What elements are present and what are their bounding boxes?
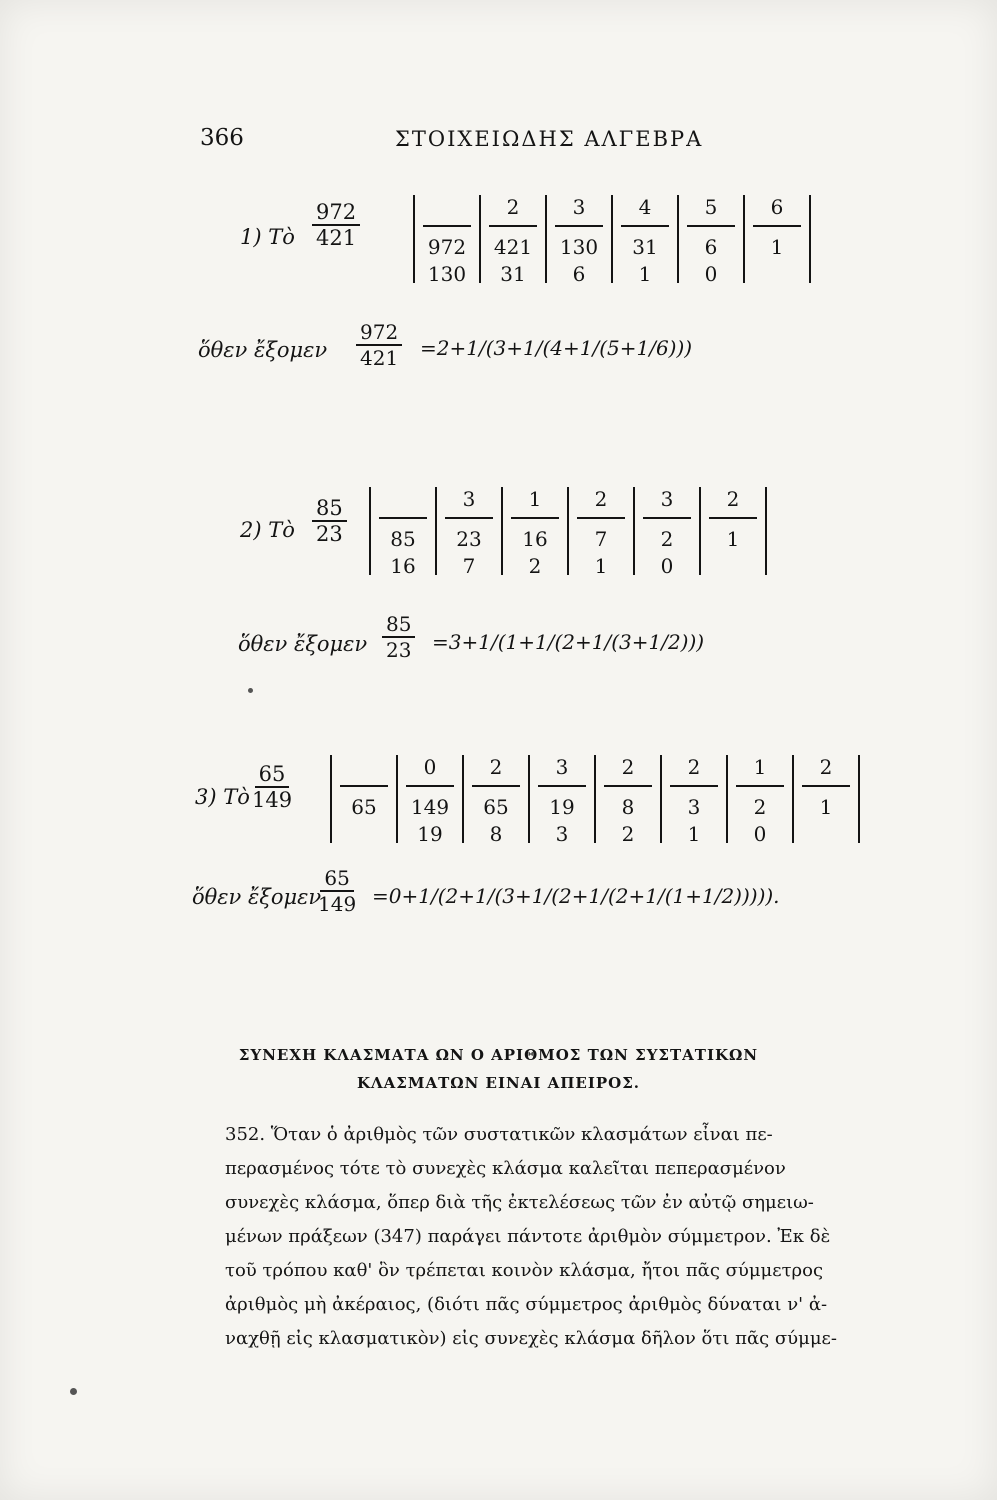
example2-lhs-num: 85 <box>382 612 415 638</box>
quotient: 2 <box>819 755 833 779</box>
example1-continued-fraction: =2+1/(3+1/(4+1/(5+1/6))) <box>420 336 693 360</box>
example3-label: 3) Τὸ <box>195 785 250 809</box>
quotient-rule <box>643 517 691 519</box>
quotient-rule <box>379 517 427 519</box>
quotient-rule <box>736 785 784 787</box>
quotient: 2 <box>594 487 608 511</box>
remainder: 130 <box>427 262 467 286</box>
quotient: 2 <box>489 755 503 779</box>
quotient-rule <box>472 785 520 787</box>
paragraph-line: περασμένος τότε τὸ συνεχὲς κλάσμα καλεῖται πεπερασμένον <box>225 1158 786 1179</box>
example2-result-lhs <box>382 612 415 662</box>
remainder: 2 <box>621 822 635 846</box>
example3-continued-fraction: =0+1/(2+1/(3+1/(2+1/(2+1/(1+1/2))))). <box>372 884 780 908</box>
example2-num: 85 <box>312 496 347 522</box>
division-column <box>413 195 479 286</box>
division-column <box>660 755 726 846</box>
division-column <box>435 487 501 578</box>
dividend: 421 <box>493 235 533 259</box>
division-column <box>528 755 594 846</box>
quotient: 2 <box>506 195 520 219</box>
remainder: 1 <box>687 822 701 846</box>
example1-conclusion-label: ὅθεν ἔξομεν <box>198 338 328 362</box>
paragraph-352 <box>225 1118 905 1356</box>
quotient: 1 <box>528 487 542 511</box>
division-column <box>545 195 611 286</box>
quotient: 2 <box>726 487 740 511</box>
division-column <box>699 487 767 575</box>
dividend: 3 <box>687 795 701 819</box>
ink-spot <box>248 688 253 693</box>
dividend: 7 <box>594 527 608 551</box>
example2-continued-fraction: =3+1/(1+1/(2+1/(3+1/2))) <box>432 630 705 654</box>
division-column <box>479 195 545 286</box>
quotient: 2 <box>621 755 635 779</box>
dividend: 1 <box>726 527 740 551</box>
division-column <box>330 755 396 843</box>
division-column <box>501 487 567 578</box>
example1-num: 972 <box>312 200 360 226</box>
dividend: 8 <box>621 795 635 819</box>
quotient: 3 <box>555 755 569 779</box>
division-column <box>611 195 677 286</box>
dividend: 1 <box>819 795 833 819</box>
quotient-rule <box>538 785 586 787</box>
quotient: 2 <box>687 755 701 779</box>
paragraph-line: τοῦ τρόπου καθ' ὃν τρέπεται κοινὸν κλάσμα, ἤτοι πᾶς σύμμετρος <box>225 1260 824 1281</box>
example3-lhs-den: 149 <box>318 892 357 916</box>
remainder: 8 <box>489 822 503 846</box>
division-column <box>396 755 462 846</box>
quotient: 5 <box>704 195 718 219</box>
quotient-rule <box>511 517 559 519</box>
division-column <box>743 195 811 283</box>
example2-den: 23 <box>316 522 343 546</box>
remainder: 19 <box>417 822 443 846</box>
page-number: 366 <box>200 125 244 151</box>
remainder: 1 <box>594 554 608 578</box>
dividend: 149 <box>410 795 450 819</box>
dividend: 6 <box>704 235 718 259</box>
quotient-rule <box>687 225 735 227</box>
paragraph-line: μένων πράξεων (347) παράγει πάντοτε ἀριθμὸν σύμμετρον. Ἐκ δὲ <box>225 1226 831 1247</box>
remainder: 7 <box>462 554 476 578</box>
dividend: 65 <box>483 795 509 819</box>
remainder: 3 <box>555 822 569 846</box>
quotient-rule <box>423 225 471 227</box>
dividend: 85 <box>390 527 416 551</box>
dividend: 130 <box>559 235 599 259</box>
example1-fraction <box>312 200 360 250</box>
dividend: 2 <box>753 795 767 819</box>
paragraph-line: 352. Ὅταν ὁ ἀριθμὸς τῶν συστατικῶν κλασμάτων εἶναι πε- <box>225 1124 773 1145</box>
division-column <box>462 755 528 846</box>
remainder: 0 <box>753 822 767 846</box>
example3-conclusion-label: ὅθεν ἔξομεν <box>192 885 322 909</box>
dividend: 2 <box>660 527 674 551</box>
division-column <box>633 487 699 578</box>
example1-division-table <box>413 195 811 286</box>
example1-lhs-den: 421 <box>360 346 399 370</box>
quotient-rule <box>709 517 757 519</box>
division-column <box>792 755 860 843</box>
quotient-rule <box>406 785 454 787</box>
quotient-rule <box>753 225 801 227</box>
example1-label: 1) Τὸ <box>240 225 295 249</box>
remainder: 16 <box>390 554 416 578</box>
example2-lhs-den: 23 <box>386 638 412 662</box>
quotient-rule <box>670 785 718 787</box>
division-column <box>726 755 792 846</box>
dividend: 31 <box>632 235 658 259</box>
remainder: 2 <box>528 554 542 578</box>
example2-division-table <box>369 487 767 578</box>
quotient-rule <box>340 785 388 787</box>
dividend: 16 <box>522 527 548 551</box>
example1-den: 421 <box>316 226 357 250</box>
quotient: 0 <box>423 755 437 779</box>
quotient-rule <box>555 225 603 227</box>
example3-lhs-num: 65 <box>320 866 353 892</box>
running-title: ΣΤΟΙΧΕΙΩΔΗΣ ΑΛΓΕΒΡΑ <box>395 127 704 151</box>
paragraph-line: ἀριθμὸς μὴ ἀκέραιος, (διότι πᾶς σύμμετρος ἀριθμὸς δύναται ν' ἀ- <box>225 1294 828 1315</box>
example2-label: 2) Τὸ <box>240 518 295 542</box>
remainder: 0 <box>660 554 674 578</box>
quotient-rule <box>445 517 493 519</box>
remainder: 31 <box>500 262 526 286</box>
division-column <box>677 195 743 286</box>
quotient: 3 <box>572 195 586 219</box>
dividend: 1 <box>770 235 784 259</box>
dividend: 65 <box>351 795 377 819</box>
quotient-rule <box>604 785 652 787</box>
example3-result-lhs <box>318 866 356 916</box>
remainder: 1 <box>638 262 652 286</box>
quotient: 3 <box>462 487 476 511</box>
example1-lhs-num: 972 <box>356 320 402 346</box>
example1-result-lhs <box>356 320 402 370</box>
section-heading-line2: ΚΛΑΣΜΑΤΩΝ ΕΙΝΑΙ ΑΠΕΙΡΟΣ. <box>356 1074 641 1092</box>
example3-division-table <box>330 755 860 846</box>
division-column <box>369 487 435 578</box>
example3-den: 149 <box>252 788 293 812</box>
division-column <box>594 755 660 846</box>
quotient: 6 <box>770 195 784 219</box>
dividend: 972 <box>427 235 467 259</box>
paragraph-line: ναχθῇ εἰς κλασματικὸν) εἰς συνεχὲς κλάσμα δῆλον ὅτι πᾶς σύμμε- <box>225 1328 837 1349</box>
quotient: 4 <box>638 195 652 219</box>
quotient-rule <box>621 225 669 227</box>
remainder: 6 <box>572 262 586 286</box>
example3-fraction <box>252 762 292 812</box>
paragraph-line: συνεχὲς κλάσμα, ὅπερ διὰ τῆς ἐκτελέσεως τῶν ἐν αὐτῷ σημειω- <box>225 1192 814 1213</box>
example2-fraction <box>312 496 347 546</box>
quotient: 1 <box>753 755 767 779</box>
dividend: 19 <box>549 795 575 819</box>
quotient: 3 <box>660 487 674 511</box>
quotient-rule <box>577 517 625 519</box>
example3-num: 65 <box>255 762 290 788</box>
quotient-rule <box>802 785 850 787</box>
division-column <box>567 487 633 578</box>
section-heading-line1: ΣΥΝΕΧΗ ΚΛΑΣΜΑΤΑ ΩΝ Ο ΑΡΙΘΜΟΣ ΤΩΝ ΣΥΣΤΑΤΙΚΩΝ <box>238 1046 759 1064</box>
ink-spot <box>70 1388 77 1395</box>
example2-conclusion-label: ὅθεν ἔξομεν <box>238 632 368 656</box>
remainder: 0 <box>704 262 718 286</box>
dividend: 23 <box>456 527 482 551</box>
quotient-rule <box>489 225 537 227</box>
